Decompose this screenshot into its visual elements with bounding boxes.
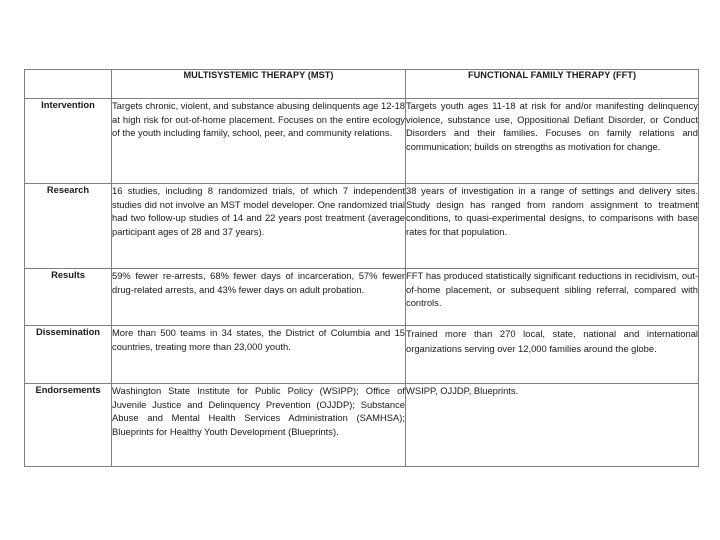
cell-text: Trained more than 270 local, state, national and international organizations serving over 12,000 families around the globe. (406, 328, 698, 354)
table-row-dissemination (25, 326, 699, 384)
corner-cell (25, 70, 112, 99)
row-label: Intervention (25, 99, 112, 184)
mst-cell (112, 99, 406, 184)
cell-text: Targets chronic, violent, and substance abusing delinquents age 12-18 at high risk for out-of-home placement. Focuses on the entire ecology of the youth including family, school, peer, and community relations. (112, 100, 405, 139)
cell-text: 16 studies, including 8 randomized trials, of which 7 independent studies did not involve an MST model developer. One randomized trial had two follow-up studies of 14 and 22 years post treatment (average participant ages of 28 and 37 years). (112, 185, 405, 238)
column-header-mst: MULTISYSTEMIC THERAPY (MST) (112, 70, 406, 99)
fft-cell (406, 384, 699, 467)
mst-cell (112, 269, 406, 326)
column-header-fft: FUNCTIONAL FAMILY THERAPY (FFT) (406, 70, 699, 99)
header-row (25, 70, 699, 99)
cell-text: 59% fewer re-arrests, 68% fewer days of incarceration, 57% fewer drug-related arrests, and 43% fewer days on adult probation. (112, 270, 405, 295)
table-row-results (25, 269, 699, 326)
cell-text: WSIPP, OJJDP, Blueprints. (406, 385, 519, 396)
table-row-endorsements (25, 384, 699, 467)
fft-cell (406, 269, 699, 326)
comparison-table (24, 69, 699, 467)
mst-cell (112, 326, 406, 384)
table-row-research (25, 184, 699, 269)
row-label: Research (25, 184, 112, 269)
cell-text: FFT has produced statistically significant reductions in recidivism, out-of-home placement, or subsequent sibling referral, compared with controls. (406, 270, 698, 309)
cell-text: Washington State Institute for Public Policy (WSIPP); Office of Juvenile Justice and Delinquency Prevention (OJJDP); Substance Abuse and Mental Health Services Administration (SAMHSA); Blueprints for Healthy Youth Development (Blueprints). (112, 385, 405, 438)
cell-text: 38 years of investigation in a range of settings and delivery sites. Study design has ranged from random assignment to treatment conditions, to quasi-experimental designs, to comparisons with base rates for that population. (406, 185, 698, 238)
fft-cell (406, 184, 699, 269)
fft-cell (406, 99, 699, 184)
mst-cell (112, 384, 406, 467)
fft-cell (406, 326, 699, 384)
mst-cell (112, 184, 406, 269)
row-label: Results (25, 269, 112, 326)
cell-text: Targets youth ages 11-18 at risk for and/or manifesting delinquency violence, substance use, Oppositional Defiant Disorder, or Conduct Disorders and their families. Focuses on family relations and communication; builds on strengths as motivation for change. (406, 100, 698, 153)
cell-text: More than 500 teams in 34 states, the District of Columbia and 15 countries, treating more than 23,000 youth. (112, 327, 405, 352)
table-row-intervention (25, 99, 699, 184)
row-label: Dissemination (25, 326, 112, 384)
row-label: Endorsements (25, 384, 112, 467)
